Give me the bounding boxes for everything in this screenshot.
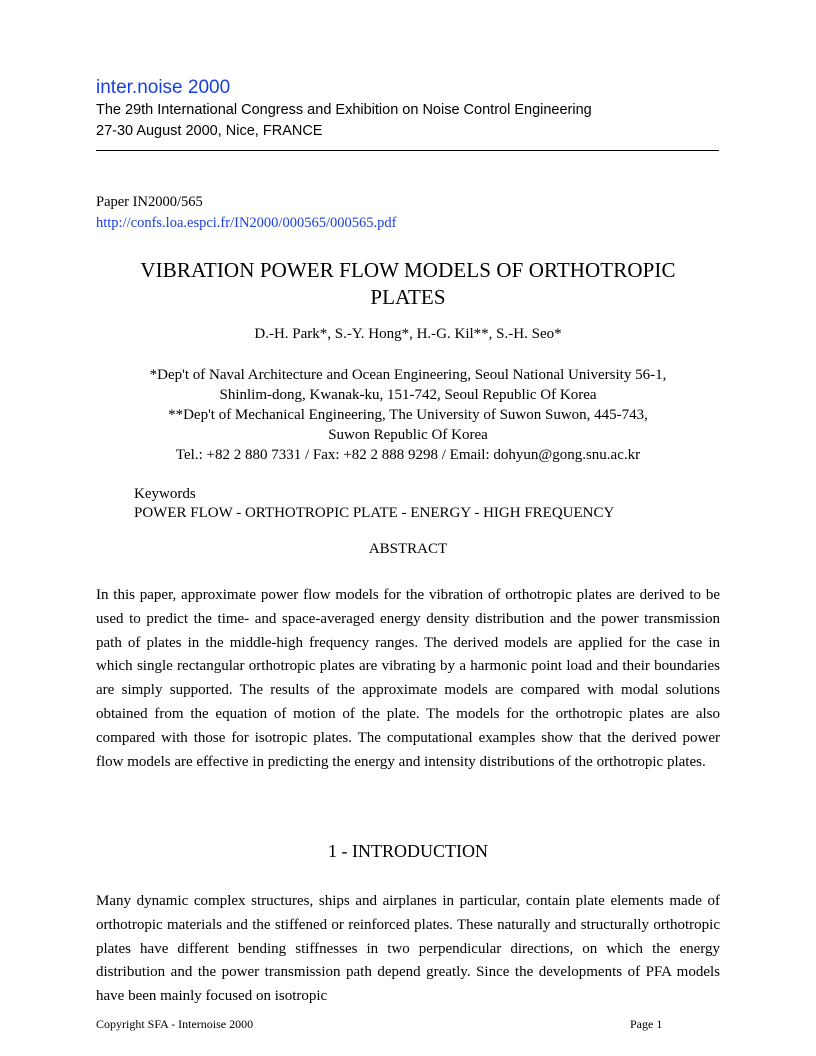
paper-title-line-1: VIBRATION POWER FLOW MODELS OF ORTHOTROPIC xyxy=(140,258,676,282)
keywords-label: Keywords xyxy=(134,486,196,502)
paper-title xyxy=(96,257,720,311)
contact-line: Tel.: +82 2 880 7331 / Fax: +82 2 888 9298 / Email: dohyun@gong.snu.ac.kr xyxy=(175,447,641,463)
affiliations xyxy=(96,365,720,465)
keywords-text: POWER FLOW - ORTHOTROPIC PLATE - ENERGY - HIGH FREQUENCY xyxy=(134,505,615,521)
affiliation-line: **Dep't of Mechanical Engineering, The University of Suwon Suwon, 445-743, xyxy=(168,407,648,423)
authors: D.-H. Park*, S.-Y. Hong*, H.-G. Kil**, S.-H. Seo* xyxy=(254,326,562,342)
paper-url-link[interactable]: http://confs.loa.espci.fr/IN2000/000565/000565.pdf xyxy=(96,215,397,231)
affiliation-line: Suwon Republic Of Korea xyxy=(328,427,488,443)
introduction-text: Many dynamic complex structures, ships and airplanes in particular, contain plate elements made of orthotropic materials and the stiffened or reinforced plates. These naturally and structurally orthotropic plates have different bending stiffnesses in two perpendicular directions, on which the energy distribution and the power transmission path depend greatly. Since the developments of PFA models have been mainly focused on isotropic xyxy=(96,893,720,1005)
conference-title-line: The 29th International Congress and Exhibition on Noise Control Engineering xyxy=(96,102,592,118)
abstract-heading: ABSTRACT xyxy=(368,541,448,557)
conference-date-location: 27-30 August 2000, Nice, FRANCE xyxy=(96,123,323,139)
abstract-text: In this paper, approximate power flow models for the vibration of orthotropic plates are derived to be used to predict the time- and space-averaged energy density distribution and the power transmission path of plates in the middle-high frequency ranges. The derived models are applied for the case in which single rectangular orthotropic plates are vibrating by a harmonic point load and their boundaries are simply supported. The results of the approximate models are compared with modal solutions obtained from the equation of motion of the plate. The models for the orthotropic plates are also compared with those for isotropic plates. The computational examples show that the derived power flow models are effective in predicting the energy and intensity distributions of the orthotropic plates. xyxy=(96,587,720,770)
introduction-heading: 1 - INTRODUCTION xyxy=(328,841,488,861)
paper-info xyxy=(96,192,396,234)
conference-header xyxy=(96,77,720,141)
affiliation-line: Shinlim-dong, Kwanak-ku, 151-742, Seoul Republic Of Korea xyxy=(219,387,597,403)
paper-id: Paper IN2000/565 xyxy=(96,194,203,210)
header-divider xyxy=(96,150,719,151)
footer-page-number: Page 1 xyxy=(630,1017,663,1031)
affiliation-line: *Dep't of Naval Architecture and Ocean Engineering, Seoul National University 56-1, xyxy=(149,367,667,383)
footer-copyright: Copyright SFA - Internoise 2000 xyxy=(96,1017,254,1031)
paper-title-line-2: PLATES xyxy=(370,285,446,309)
conference-name: inter.noise 2000 xyxy=(96,77,231,98)
keywords-block xyxy=(134,485,614,523)
